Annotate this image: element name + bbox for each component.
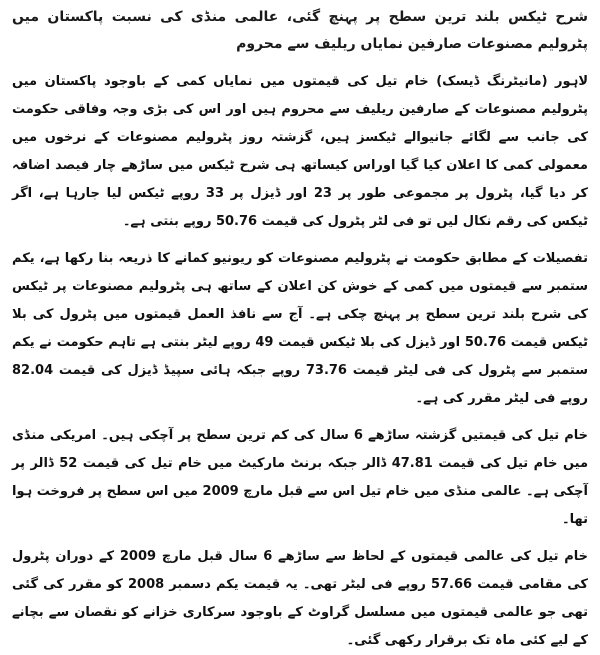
article-headline: شرح ٹیکس بلند ترین سطح پر پہنچ گئی، عالمی منڈی کی نسبت پاکستان میں پٹرولیم مصنوعات صارفین نمایاں ریلیف سے محروم — [12, 9, 588, 52]
article-paragraph-3: خام تیل کی قیمتیں گزشتہ ساڑھے 6 سال کی کم ترین سطح پر آچکی ہیں۔ امریکی منڈی میں خام تیل کی قیمت 47.81 ڈالر جبکہ برنٹ مارکیٹ میں خام تیل کی قیمت 52 ڈالر پر آچکی ہے۔ عالمی منڈی میں خام تیل اس سے قبل مارچ 2009 میں اس سطح پر فروخت ہوا تھا۔ — [12, 428, 589, 527]
article-paragraph-2: تفصیلات کے مطابق حکومت نے پٹرولیم مصنوعات کو ریونیو کمانے کا ذریعہ بنا رکھا ہے، یکم ستمبر سے قیمتوں میں کمی کے خوش کن اعلان کے ساتھ ہی پٹرولیم مصنوعات پر ٹیکس کی شرح بلند ترین سطح پر پہنچ چکی ہے۔ آج سے نافذ العمل قیمتوں میں پٹرول کی بلا ٹیکس قیمت 50.76 اور ڈیزل کی بلا ٹیکس قیمت 49 روپے لیٹر بنتی ہے تاہم حکومت نے یکم ستمبر سے پٹرول کی فی لیٹر قیمت 73.76 روپے جبکہ ہائی سپیڈ ڈیزل کی قیمت 82.04 روپے فی لیٹر مقرر کی ہے۔ — [12, 251, 589, 406]
article-paragraph-1: لاہور (مانیٹرنگ ڈیسک) خام تیل کی قیمتوں میں نمایاں کمی کے باوجود پاکستان میں پٹرولیم مصنوعات کے صارفین ریلیف سے محروم ہیں اور اس کی بڑی وجہ وفاقی حکومت کی جانب سے لگائے جانیوالے ٹیکسز ہیں، گزشتہ روز پٹرولیم مصنوعات کے نرخوں میں معمولی کمی کا اعلان کیا گیا اوراس کیساتھ ہی شرح ٹیکس میں ساڑھے چار فیصد اضافہ کر دیا گیا، پٹرول پر مجموعی طور پر 23 اور ڈیزل پر 33 روپے ٹیکس لیا جارہا ہے، اگر ٹیکس کی رقم نکال لیں تو فی لٹر پٹرول کی قیمت 50.76 روپے بنتی ہے۔ — [12, 74, 588, 229]
news-article — [12, 0, 588, 655]
article-paragraph-4: خام تیل کی عالمی قیمتوں کے لحاظ سے ساڑھے 6 سال قبل مارچ 2009 کے دوران پٹرول کی مقامی قیمت 57.66 روپے فی لیٹر تھی۔ یہ قیمت یکم دسمبر 2008 کو مقرر کی گئی تھی جو عالمی قیمتوں میں مسلسل گراوٹ کے باوجود سرکاری خزانے کو نقصان سے بچانے کے لیے کئی ماہ تک برقرار رکھی گئی۔ — [12, 549, 588, 648]
